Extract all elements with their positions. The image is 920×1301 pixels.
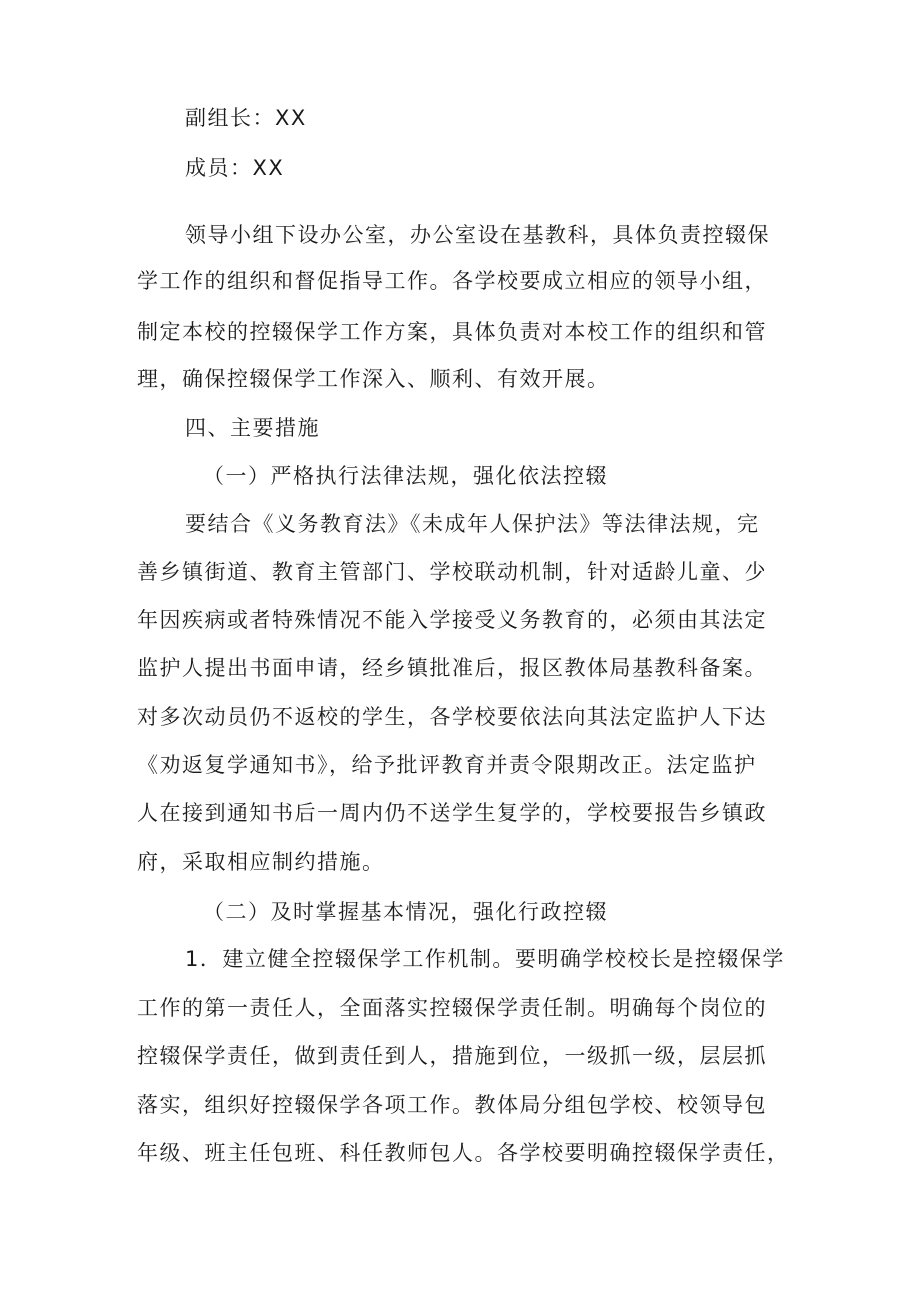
members-line: 成员：XX [185,156,285,180]
subsection-heading: （二）及时掌握基本情况，强化行政控辍 [203,900,608,924]
paragraph-line: 控辍保学责任，做到责任到人，措施到位，一级抓一级，层层抓 [137,1044,767,1068]
paragraph-line: 学工作的组织和督促指导工作。各学校要成立相应的领导小组， [137,269,767,293]
paragraph-line: 落实，组织好控辍保学各项工作。教体局分组包学校、校领导包 [137,1093,767,1117]
paragraph-line: 工作的第一责任人，全面落实控辍保学责任制。明确每个岗位的 [137,996,767,1020]
paragraph-line: 对多次动员仍不返校的学生，各学校要依法向其法定监护人下达 [137,705,767,729]
paragraph-line: 府，采取相应制约措施。 [137,850,385,874]
paragraph-line: 善乡镇街道、教育主管部门、学校联动机制，针对适龄儿童、少 [137,560,767,584]
paragraph-line: 人在接到通知书后一周内仍不送学生复学的，学校要报告乡镇政 [137,801,767,825]
paragraph-line: 年级、班主任包班、科任教师包人。各学校要明确控辍保学责任， [137,1141,790,1165]
paragraph-line: 1．建立健全控辍保学工作机制。要明确学校校长是控辍保学 [185,947,785,971]
paragraph-line: 理，确保控辍保学工作深入、顺利、有效开展。 [137,367,610,391]
deputy-leader-line: 副组长：XX [185,106,307,130]
section-heading: 四、主要措施 [185,416,320,440]
subsection-heading: （一）严格执行法律法规，强化依法控辍 [203,464,608,488]
paragraph-line: 领导小组下设办公室，办公室设在基教科，具体负责控辍保 [185,223,770,247]
paragraph-line: 监护人提出书面申请，经乡镇批准后，报区教体局基教科备案。 [137,656,767,680]
paragraph-line: 《劝返复学通知书》，给予批评教育并责令限期改正。法定监护 [137,753,757,777]
paragraph-line: 制定本校的控辍保学工作方案，具体负责对本校工作的组织和管 [137,320,767,344]
paragraph-line: 要结合《义务教育法》《未成年人保护法》等法律法规，完 [185,512,760,536]
paragraph-line: 年因疾病或者特殊情况不能入学接受义务教育的，必须由其法定 [137,608,767,632]
